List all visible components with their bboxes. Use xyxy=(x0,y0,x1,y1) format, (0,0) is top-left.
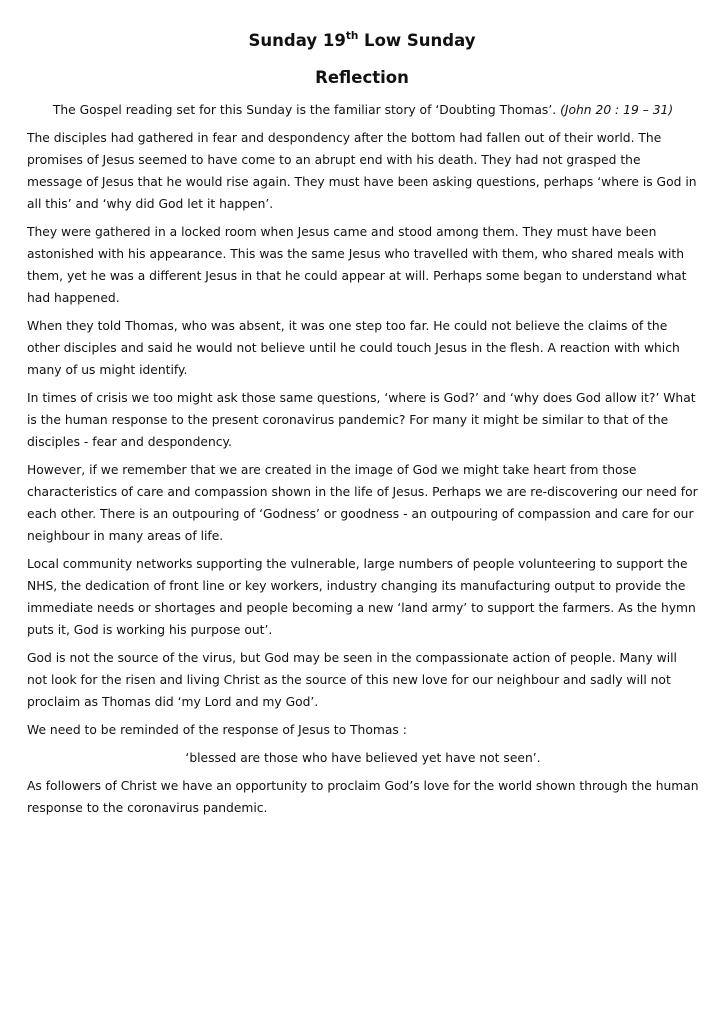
scripture-reference: (John 20 : 19 – 31) xyxy=(560,103,674,117)
title-ordinal-suffix: th xyxy=(345,29,359,42)
body-paragraph: We need to be reminded of the response of Jesus to Thomas : xyxy=(27,723,407,737)
intro-paragraph xyxy=(27,99,699,121)
body-paragraph: They were gathered in a locked room when Jesus came and stood among them. They must have been astonished with his appearance. This was the same Jesus who travelled with them, who shared meals with them, yet he was a different Jesus in that he could appear at will. Perhaps some began to understand what had happened. xyxy=(27,225,687,305)
intro-text: The Gospel reading set for this Sunday is the familiar story of ‘Doubting Thomas’. xyxy=(52,103,557,117)
body-paragraph: When they told Thomas, who was absent, it was one step too far. He could not believe the claims of the other disciples and said he would not believe until he could touch Jesus in the flesh. A reaction with which many of us might identify. xyxy=(27,319,680,377)
title-date: Sunday 19 xyxy=(248,31,346,50)
body-paragraph: However, if we remember that we are created in the image of God we might take heart from those characteristics of care and compassion shown in the life of Jesus. Perhaps we are re-discovering our need for each other. There is an outpouring of ‘Godness’ or goodness - an outpouring of compassion and care for our neighbour in many areas of life. xyxy=(27,463,698,543)
scripture-quote: ‘blessed are those who have believed yet have not seen’. xyxy=(185,751,541,765)
page-title xyxy=(0,30,724,52)
body-paragraph: In times of crisis we too might ask those same questions, ‘where is God?’ and ‘why does God allow it?’ What is the human response to the present coronavirus pandemic? For many it might be similar to that of the disciples - fear and despondency. xyxy=(27,391,696,449)
page-subtitle: Reflection xyxy=(315,68,409,87)
title-occasion: Low Sunday xyxy=(358,31,476,50)
closing-paragraph: As followers of Christ we have an opportunity to proclaim God’s love for the world shown through the human response to the coronavirus pandemic. xyxy=(27,779,699,815)
body-paragraph: Local community networks supporting the vulnerable, large numbers of people volunteering to support the NHS, the dedication of front line or key workers, industry changing its manufacturing output to provide the immediate needs or shortages and people becoming a new ‘land army’ to support the farmers. As the hymn puts it, God is working his purpose out’. xyxy=(27,557,696,637)
document-body xyxy=(27,99,699,825)
body-paragraph: God is not the source of the virus, but God may be seen in the compassionate action of people. Many will not look for the risen and living Christ as the source of this new love for our neighbour and sadly will not proclaim as Thomas did ‘my Lord and my God’. xyxy=(27,651,677,709)
body-paragraph: The disciples had gathered in fear and despondency after the bottom had fallen out of their world. The promises of Jesus seemed to have come to an abrupt end with his death. They had not grasped the message of Jesus that he would rise again. They must have been asking questions, perhaps ‘where is God in all this’ and ‘why did God let it happen’. xyxy=(27,131,697,211)
